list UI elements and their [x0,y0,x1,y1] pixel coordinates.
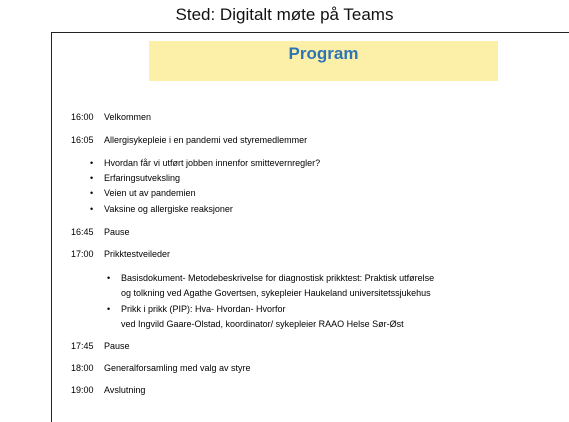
list-item-text: Prikk i prikk (PIP): Hva- Hvordan- Hvorfor [121,304,286,314]
agenda-item [71,134,307,146]
bullet-icon: • [107,304,111,314]
agenda-time: 16:45 [71,227,94,237]
agenda-time: 19:00 [71,385,94,395]
list-item-text: Basisdokument- Metodebeskrivelse for diagnostisk prikktest: Praktisk utførelse [121,273,435,283]
agenda-time: 16:05 [71,135,94,145]
location-line: Sted: Digitalt møte på Teams [175,5,394,24]
list-item-text: Veien ut av pandemien [104,188,196,198]
list-item-text: Erfaringsutveksling [104,173,181,183]
bullet-icon: • [90,173,94,183]
agenda-item [71,340,130,352]
agenda-item [71,226,130,238]
list-item-continuation [121,287,431,299]
agenda-title: Avslutning [104,385,146,395]
list-item-text: Hvordan får vi utført jobben innenfor smittevernregler? [104,158,321,168]
agenda-title: Pause [104,341,130,351]
agenda-time: 16:00 [71,112,94,122]
list-item [107,303,286,315]
agenda-time: 18:00 [71,363,94,373]
list-item [90,157,321,169]
bullet-icon: • [90,188,94,198]
list-item [90,187,196,199]
bullet-icon: • [90,158,94,168]
list-item-text: ved Ingvild Gaare-Olstad, koordinator/ sykepleier RAAO Helse Sør-Øst [121,319,404,329]
list-item [90,172,181,184]
bullet-icon: • [90,204,94,214]
agenda-title: Velkommen [104,112,152,122]
agenda-time: 17:45 [71,341,94,351]
agenda-title: Allergisykepleie i en pandemi ved styremedlemmer [104,135,308,145]
program-heading: Program [288,44,359,63]
list-item-text: Vaksine og allergiske reaksjoner [104,204,233,214]
agenda-item [71,362,251,374]
list-item-continuation [121,318,404,330]
list-item [107,272,435,284]
agenda-title: Prikktestveileder [104,249,171,259]
list-item-text: og tolkning ved Agathe Govertsen, sykepleier Haukeland universitetssjukehus [121,288,431,298]
agenda-item [71,248,170,260]
agenda-title: Generalforsamling med valg av styre [104,363,251,373]
list-item [90,203,233,215]
agenda-item [71,111,151,123]
agenda-title: Pause [104,227,130,237]
agenda-item [71,384,145,396]
bullet-icon: • [107,273,111,283]
agenda-time: 17:00 [71,249,94,259]
